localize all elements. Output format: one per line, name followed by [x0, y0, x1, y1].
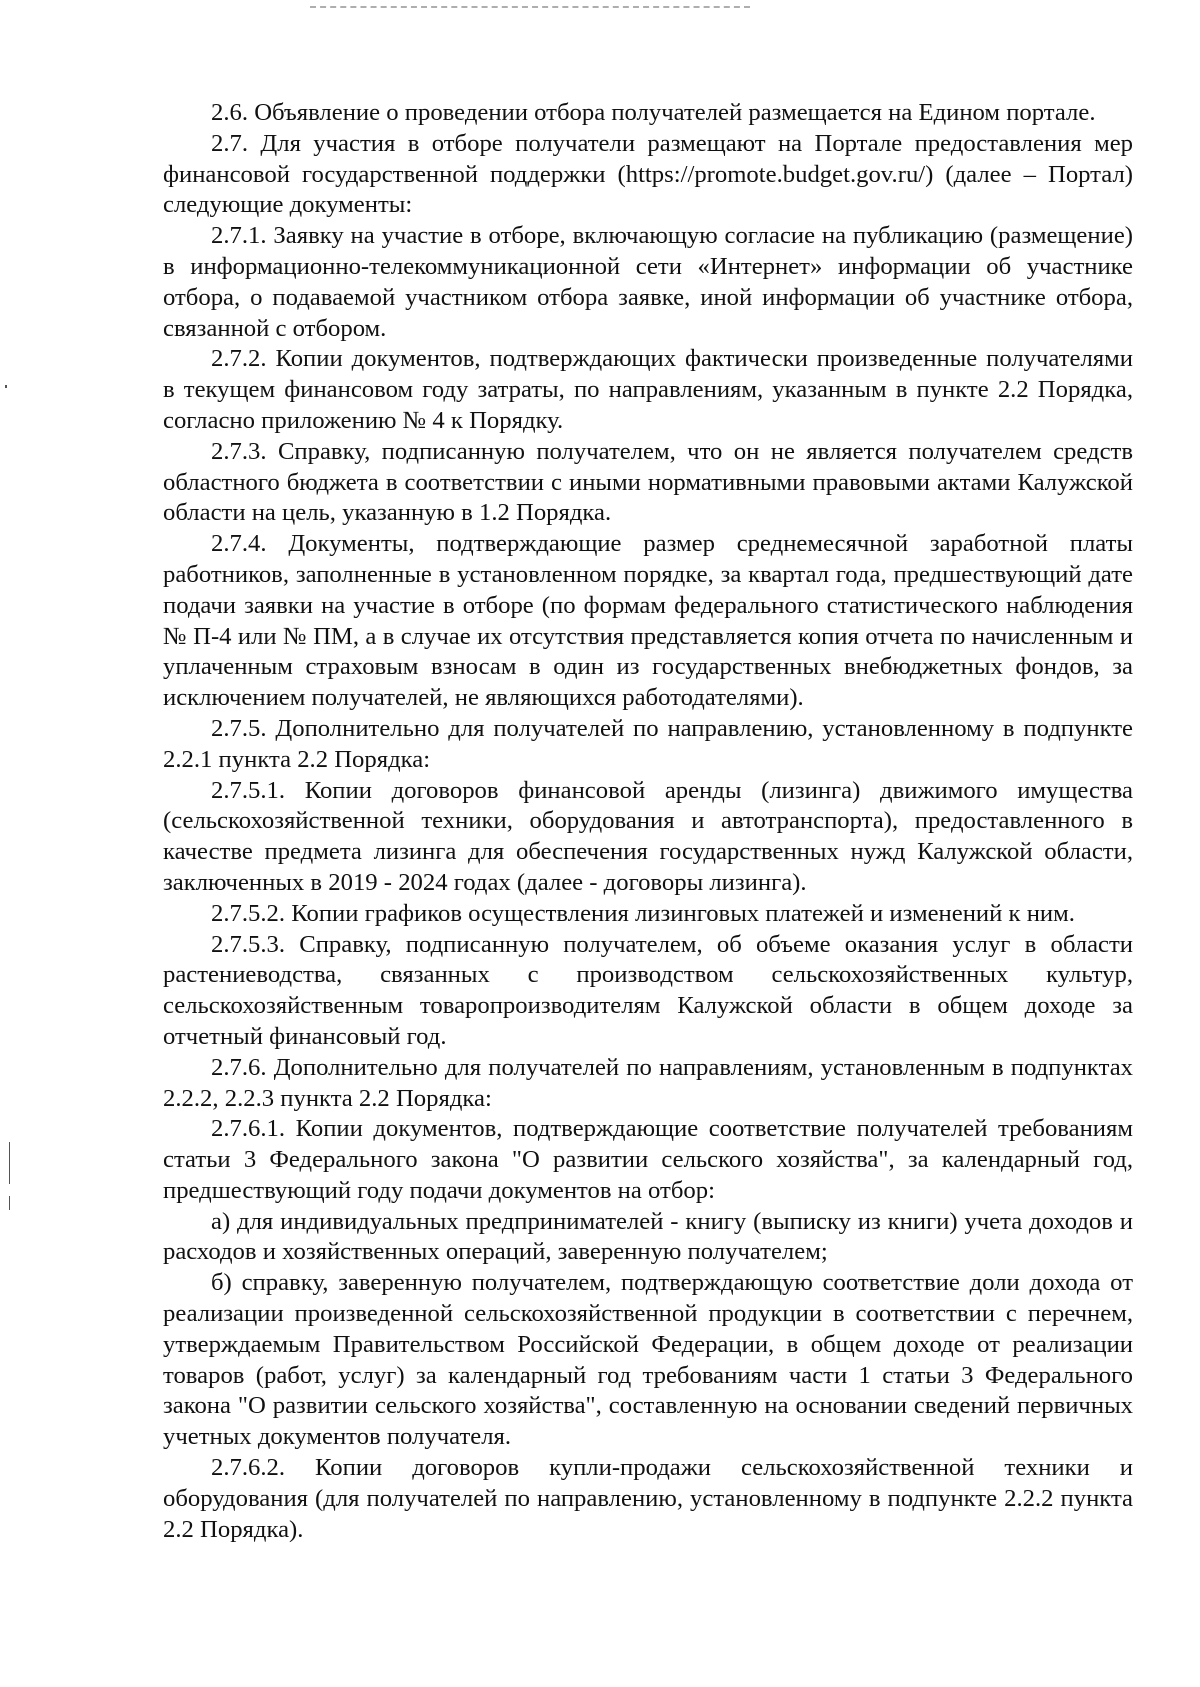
paragraph-2-7-6: 2.7.6. Дополнительно для получателей по направлениям, установленным в подпунктах 2.2.2, 2.2.3 пункта 2.2 Порядка: — [163, 1053, 1133, 1112]
scan-artifact-dot — [5, 385, 7, 388]
paragraph-item-a: а) для индивидуальных предпринимателей - книгу (выписку из книги) учета доходов и расходов и хозяйственных операций, заверенную получателем; — [163, 1207, 1133, 1266]
scan-artifact-top-line — [310, 6, 750, 8]
paragraph-2-7-4: 2.7.4. Документы, подтверждающие размер среднемесячной заработной платы работников, заполненные в установленном порядке, за квартал года, предшествующий дате подачи заявки на участие в отборе (по формам федерального статистического наблюдения № П-4 или № ПМ, а в случае их отсутствия представляется копия отчета по начисленным и уплаченным страховым взносам в один из государственных внебюджетных фондов, за исключением получателей, не являющихся работодателями). — [163, 530, 1133, 712]
paragraph-2-7-2: 2.7.2. Копии документов, подтверждающих фактически произведенные получателями в текущем финансовом году затраты, по направлениям, указанным в пункте 2.2 Порядка, согласно приложению № 4 к Порядку. — [163, 345, 1133, 434]
paragraph-2-7-5-2: 2.7.5.2. Копии графиков осуществления лизинговых платежей и изменений к ним. — [211, 899, 1075, 927]
paragraph-2-7-5-1: 2.7.5.1. Копии договоров финансовой аренды (лизинга) движимого имущества (сельскохозяйственной техники, оборудования и автотранспорта), предоставленного в качестве предмета лизинга для обеспечения государственных нужд Калужской области, заключенных в 2019 - 2024 годах (далее - договоры лизинга). — [163, 776, 1133, 896]
paragraph-2-7-6-2: 2.7.6.2. Копии договоров купли-продажи сельскохозяйственной техники и оборудования (для получателей по направлению, установленному в подпункте 2.2.2 пункта 2.2 Порядка). — [163, 1454, 1133, 1543]
document-body — [163, 98, 1133, 1545]
paragraph-2-7-5-3: 2.7.5.3. Справку, подписанную получателем, об объеме оказания услуг в области растениеводства, связанных с производством сельскохозяйственных культур, сельскохозяйственным товаропроизводителям Калужской области в общем доходе за отчетный финансовый год. — [163, 930, 1133, 1050]
scan-artifact-bar — [9, 1142, 10, 1184]
paragraph-2-7-6-1: 2.7.6.1. Копии документов, подтверждающие соответствие получателей требованиям статьи 3 Федерального закона "О развитии сельского хозяйства", за календарный год, предшествующий году подачи документов на отбор: — [163, 1115, 1133, 1204]
paragraph-item-b: б) справку, заверенную получателем, подтверждающую соответствие доли дохода от реализации произведенной сельскохозяйственной продукции в соответствии с перечнем, утверждаемым Правительством Российской Федерации, в общем доходе от реализации товаров (работ, услуг) за календарный год требованиям части 1 статьи 3 Федерального закона "О развитии сельского хозяйства", составленную на основании сведений первичных учетных документов получателя. — [163, 1269, 1133, 1451]
paragraph-2-7-1: 2.7.1. Заявку на участие в отборе, включающую согласие на публикацию (размещение) в информационно-телекоммуникационной сети «Интернет» информации об участнике отбора, о подаваемой участником отбора заявке, иной информации об участнике отбора, связанной с отбором. — [163, 222, 1133, 342]
paragraph-2-7-5: 2.7.5. Дополнительно для получателей по направлению, установленному в подпункте 2.2.1 пункта 2.2 Порядка: — [163, 714, 1133, 773]
paragraph-2-7: 2.7. Для участия в отборе получатели размещают на Портале предоставления мер финансовой государственной поддержки (https://promote.budget.gov.ru/) (далее – Портал) следующие документы: — [163, 129, 1133, 219]
paragraph-2-7-3: 2.7.3. Справку, подписанную получателем, что он не является получателем средств областного бюджета в соответствии с иными нормативными правовыми актами Калужской области на цель, указанную в 1.2 Порядка. — [163, 437, 1133, 527]
paragraph-2-6: 2.6. Объявление о проведении отбора получателей размещается на Едином портале. — [211, 99, 1096, 126]
scan-artifact-bar — [9, 1196, 10, 1210]
